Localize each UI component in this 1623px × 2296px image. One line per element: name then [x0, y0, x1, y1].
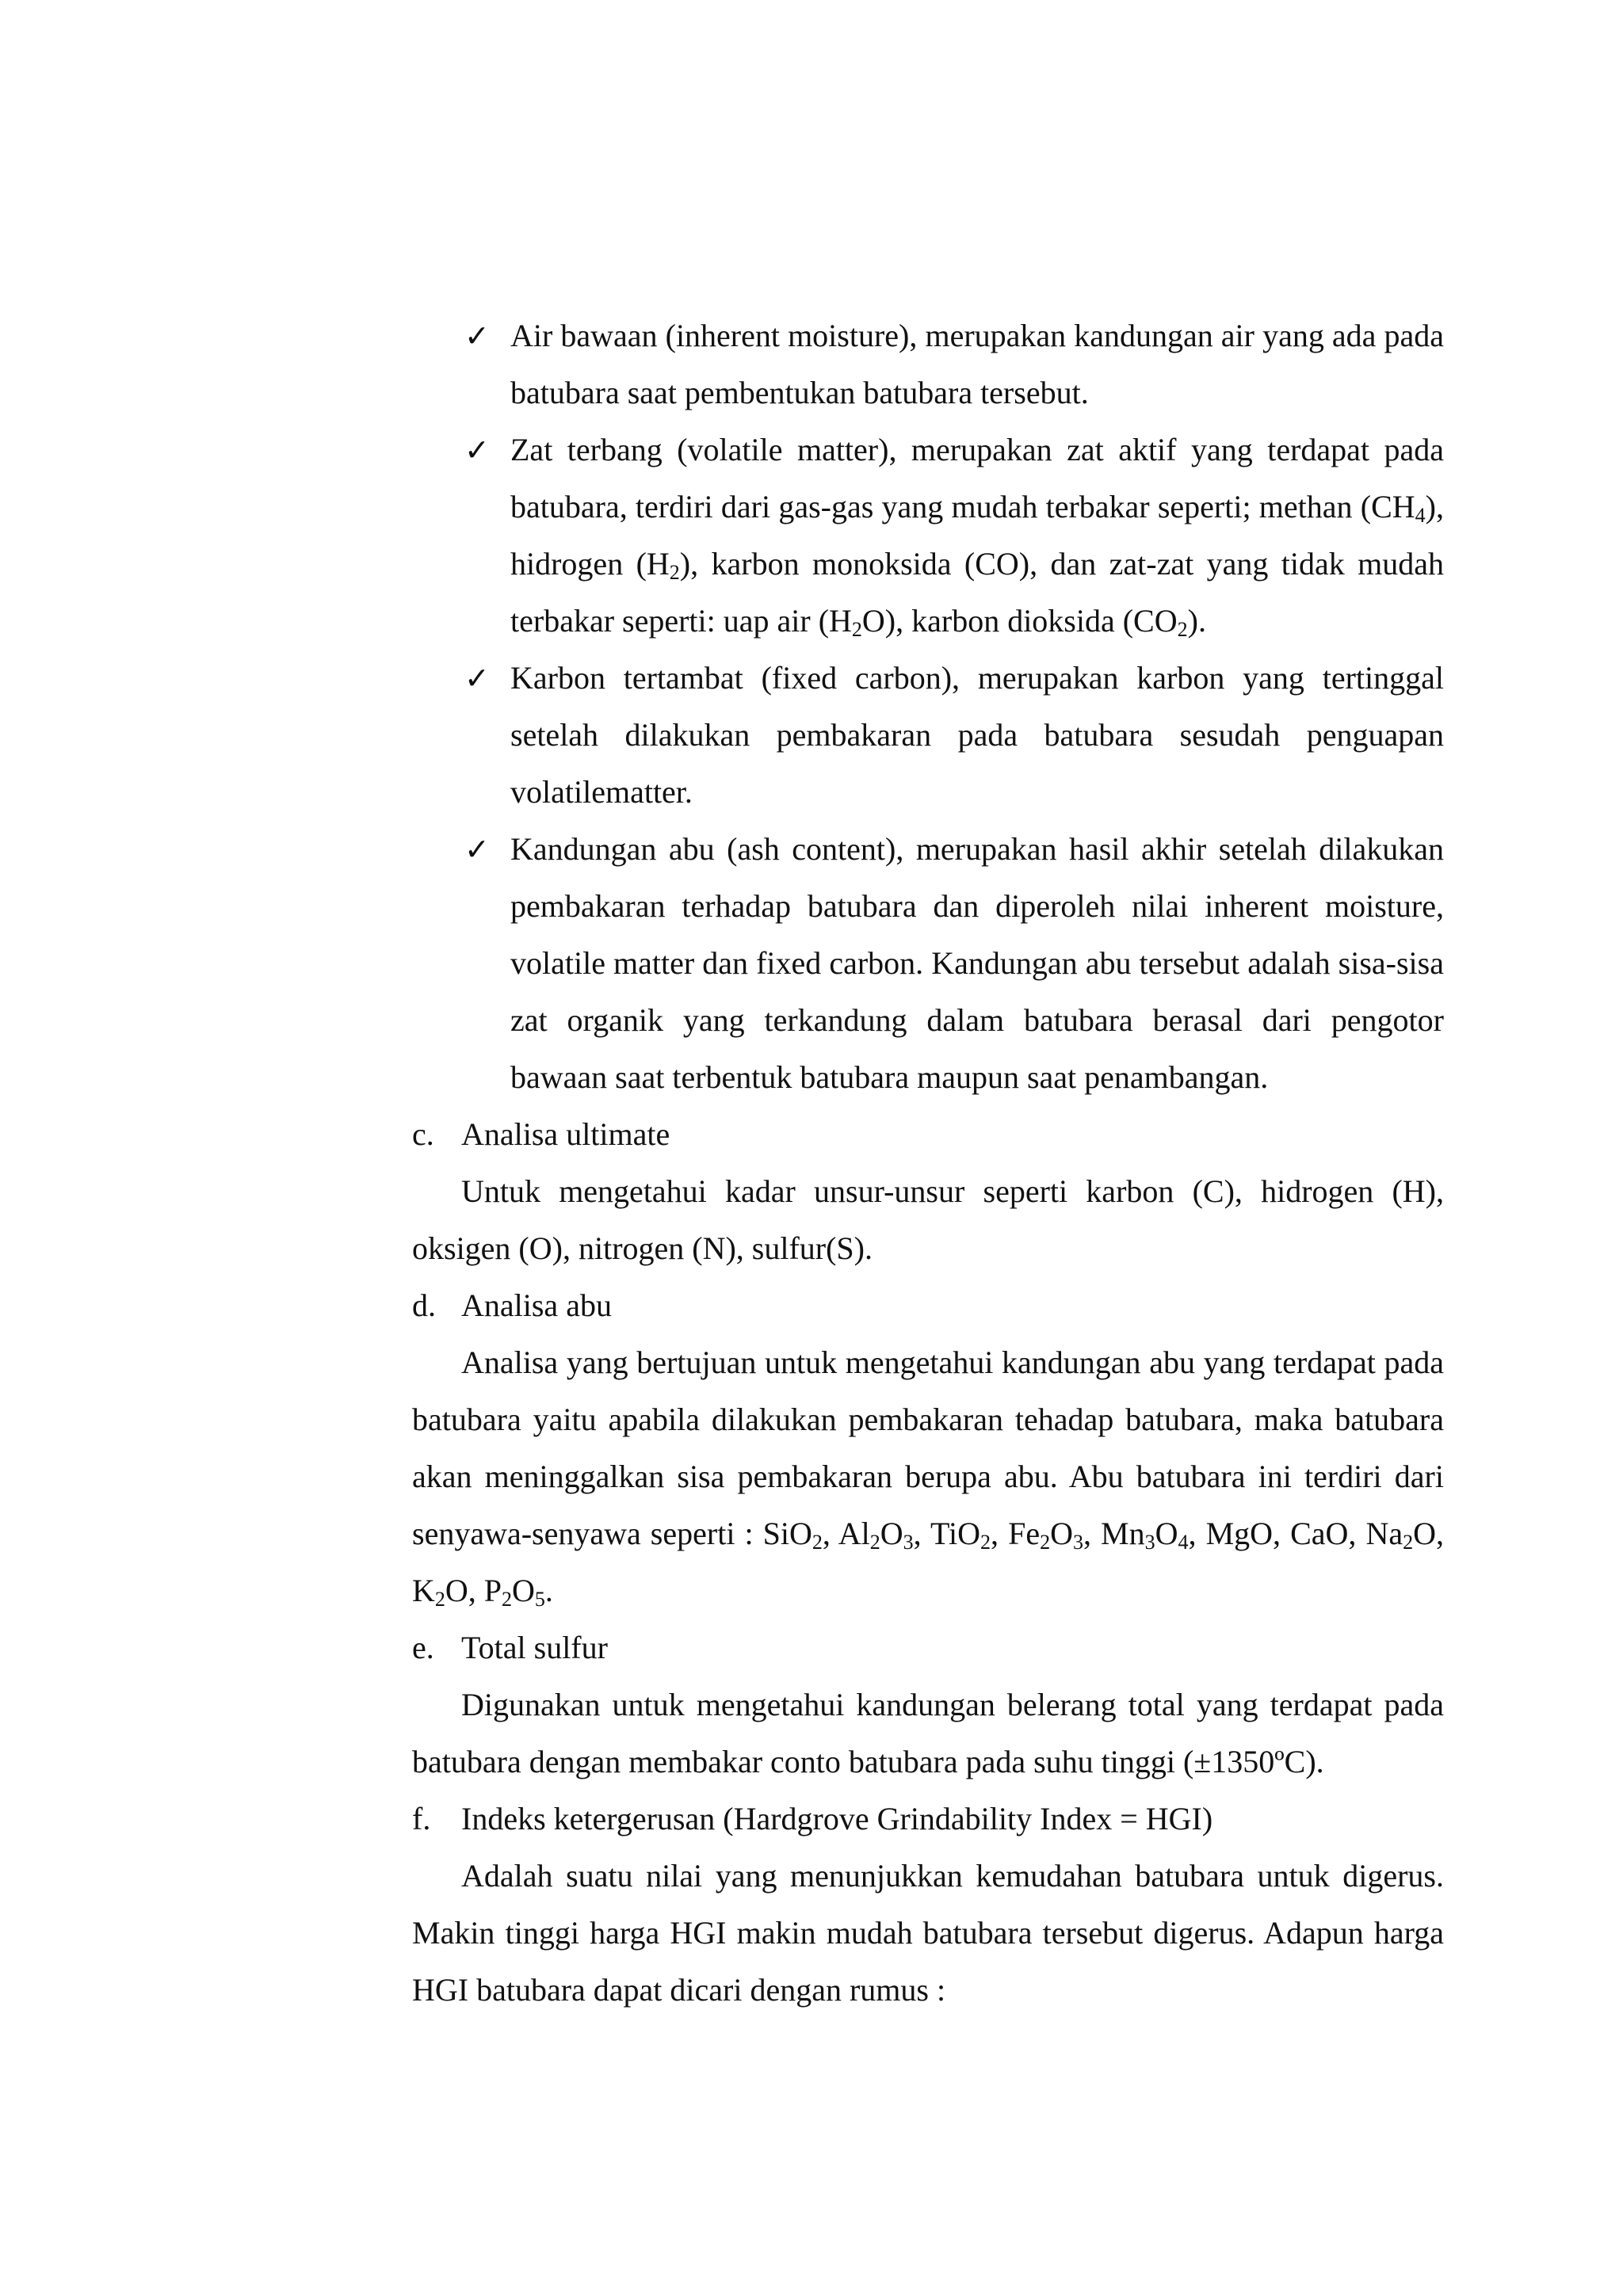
section-title: Total sulfur — [461, 1630, 608, 1665]
section-analisa-ultimate — [412, 1106, 1444, 1277]
section-paragraph: Digunakan untuk mengetahui kandungan belerang total yang terdapat pada batubara dengan membakar conto batubara pada suhu tinggi (±1350ºC). — [412, 1687, 1444, 1779]
checkmark-icon: ✓ — [464, 661, 490, 696]
section-paragraph: Analisa yang bertujuan untuk mengetahui kandungan abu yang terdapat pada batubara yaitu apabila dilakukan pembakaran tehadap batubara, maka batubara akan meninggalkan sisa pembakaran berupa abu. Abu batubara ini terdiri dari senyawa-senyawa seperti : SiO$_2$, $Al_2O_3$, TiO$_2$, $Fe_2O_3$, $Mn_3O_4$, MgO, CaO, $Na_2O$, $K_2O$, $P_2O_5$. — [412, 1344, 1445, 1611]
document-page — [412, 307, 1444, 2019]
checklist-item — [464, 307, 1444, 421]
section-total-sulfur — [412, 1619, 1444, 1791]
section-analisa-abu — [412, 1277, 1444, 1619]
section-heading — [412, 1619, 1444, 1676]
section-paragraph: Adalah suatu nilai yang menunjukkan kemudahan batubara untuk digerus. Makin tinggi harga HGI makin mudah batubara tersebut digerus. Adapun harga HGI batubara dapat dicari dengan rumus : — [412, 1858, 1444, 2008]
section-title: Indeks ketergerusan (Hardgrove Grindability Index = HGI) — [461, 1801, 1213, 1836]
section-letter: c. — [412, 1116, 434, 1152]
checkmark-icon: ✓ — [464, 832, 490, 867]
checklist-item — [464, 421, 1444, 650]
section-title: Analisa abu — [461, 1287, 612, 1323]
section-letter: e. — [412, 1630, 434, 1665]
checklist-item-text: Karbon tertambat (fixed carbon), merupakan karbon yang tertinggal setelah dilakukan pembakaran pada batubara sesudah penguapan volatilematter. — [510, 660, 1444, 810]
checklist-item-text: Zat terbang (volatile matter), merupakan zat aktif yang terdapat pada batubara, terdiri dari gas-gas yang mudah terbakar seperti; methan $(CH_4)$, hidrogen $(H_2)$, karbon monoksida (CO), dan zat-zat yang tidak mudah terbakar seperti: uap air $(H_2O)$, karbon dioksida $(CO_2)$. — [510, 432, 1444, 641]
section-paragraph: Untuk mengetahui kadar unsur-unsur seperti karbon (C), hidrogen (H), oksigen (O), nitrogen (N), sulfur(S). — [412, 1173, 1444, 1266]
section-letter: d. — [412, 1287, 436, 1323]
checklist-item — [464, 650, 1444, 821]
section-indeks-ketergerusan — [412, 1791, 1444, 2019]
section-heading — [412, 1791, 1444, 1848]
checklist-item-text: Kandungan abu (ash content), merupakan hasil akhir setelah dilakukan pembakaran terhadap batubara dan diperoleh nilai inherent moisture, volatile matter dan fixed carbon. Kandungan abu tersebut adalah sisa-sisa zat organik yang terkandung dalam batubara berasal dari pengotor bawaan saat terbentuk batubara maupun saat penambangan. — [510, 831, 1444, 1095]
checkmark-icon: ✓ — [464, 433, 490, 467]
checklist-item-text: Air bawaan (inherent moisture), merupakan kandungan air yang ada pada batubara saat pembentukan batubara tersebut. — [510, 318, 1444, 410]
section-heading — [412, 1106, 1444, 1163]
checklist-item — [464, 821, 1444, 1106]
section-letter: f. — [412, 1801, 431, 1836]
section-heading — [412, 1277, 1444, 1334]
section-title: Analisa ultimate — [461, 1116, 670, 1152]
checkmark-icon: ✓ — [464, 318, 490, 353]
checklist — [412, 307, 1444, 1106]
